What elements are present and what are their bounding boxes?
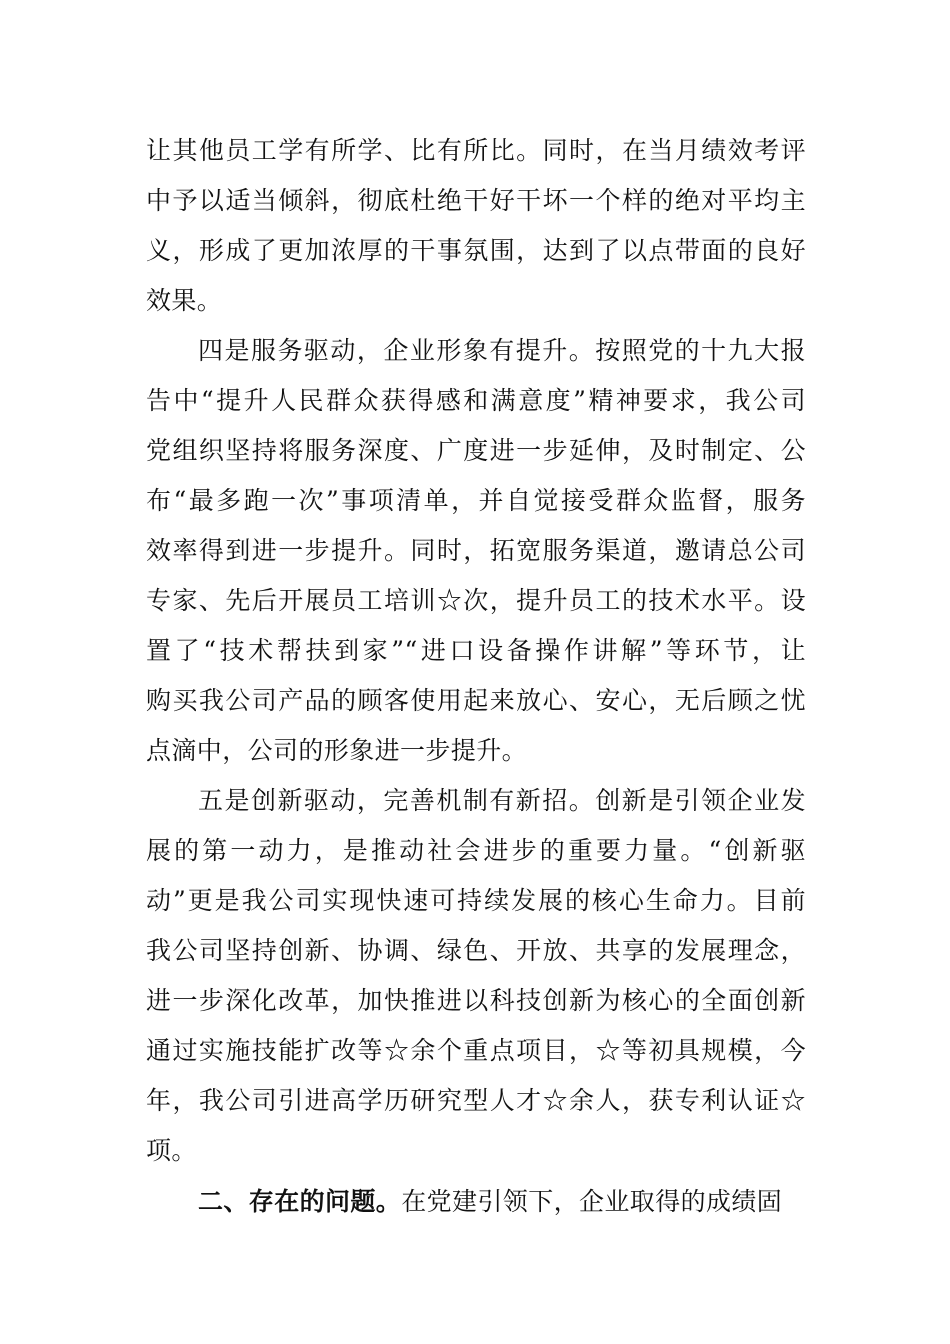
paragraph-line: 四是服务驱动，企业形象有提升。按照党的十九大报 — [198, 336, 806, 365]
paragraph-line: 布“最多跑一次”事项清单，并自觉接受群众监督，服务 — [146, 486, 806, 515]
paragraph-line: 专家、先后开展员工培训☆次，提升员工的技术水平。设 — [146, 586, 806, 615]
section-heading: 二、存在的问题。 — [198, 1187, 402, 1216]
paragraph-line: 年，我公司引进高学历研究型人才☆余人，获专利认证☆ — [146, 1086, 806, 1115]
paragraph-line: 中予以适当倾斜，彻底杜绝干好干坏一个样的绝对平均主 — [146, 186, 806, 215]
paragraph-line: 义，形成了更加浓厚的干事氛围，达到了以点带面的良好 — [146, 236, 806, 265]
paragraph-line: 动”更是我公司实现快速可持续发展的核心生命力。目前 — [146, 886, 806, 915]
paragraph-line: 置了“技术帮扶到家”“进口设备操作讲解”等环节，让 — [146, 636, 806, 665]
paragraph-line: 展的第一动力，是推动社会进步的重要力量。“创新驱 — [146, 836, 806, 865]
paragraph-line: 项。 — [146, 1136, 197, 1165]
section-text: 在党建引领下，企业取得的成绩固 — [401, 1187, 783, 1216]
paragraph-line: 购买我公司产品的顾客使用起来放心、安心，无后顾之忧 — [146, 686, 806, 715]
paragraph-line: 通过实施技能扩改等☆余个重点项目，☆等初具规模，今 — [146, 1036, 806, 1065]
paragraph-line: 效果。 — [146, 286, 223, 315]
paragraph-line: 效率得到进一步提升。同时，拓宽服务渠道，邀请总公司 — [146, 536, 806, 565]
paragraph-line: 告中“提升人民群众获得感和满意度”精神要求，我公司 — [146, 386, 806, 415]
paragraph-line: 进一步深化改革，加快推进以科技创新为核心的全面创新 — [146, 986, 806, 1015]
paragraph-line: 我公司坚持创新、协调、绿色、开放、共享的发展理念， — [146, 936, 806, 965]
paragraph-line: 点滴中，公司的形象进一步提升。 — [146, 736, 528, 765]
paragraph-line: 让其他员工学有所学、比有所比。同时，在当月绩效考评 — [146, 136, 806, 165]
section-heading-line — [198, 1182, 806, 1222]
paragraph-line: 党组织坚持将服务深度、广度进一步延伸，及时制定、公 — [146, 436, 806, 465]
paragraph-line: 五是创新驱动，完善机制有新招。创新是引领企业发 — [198, 786, 806, 815]
